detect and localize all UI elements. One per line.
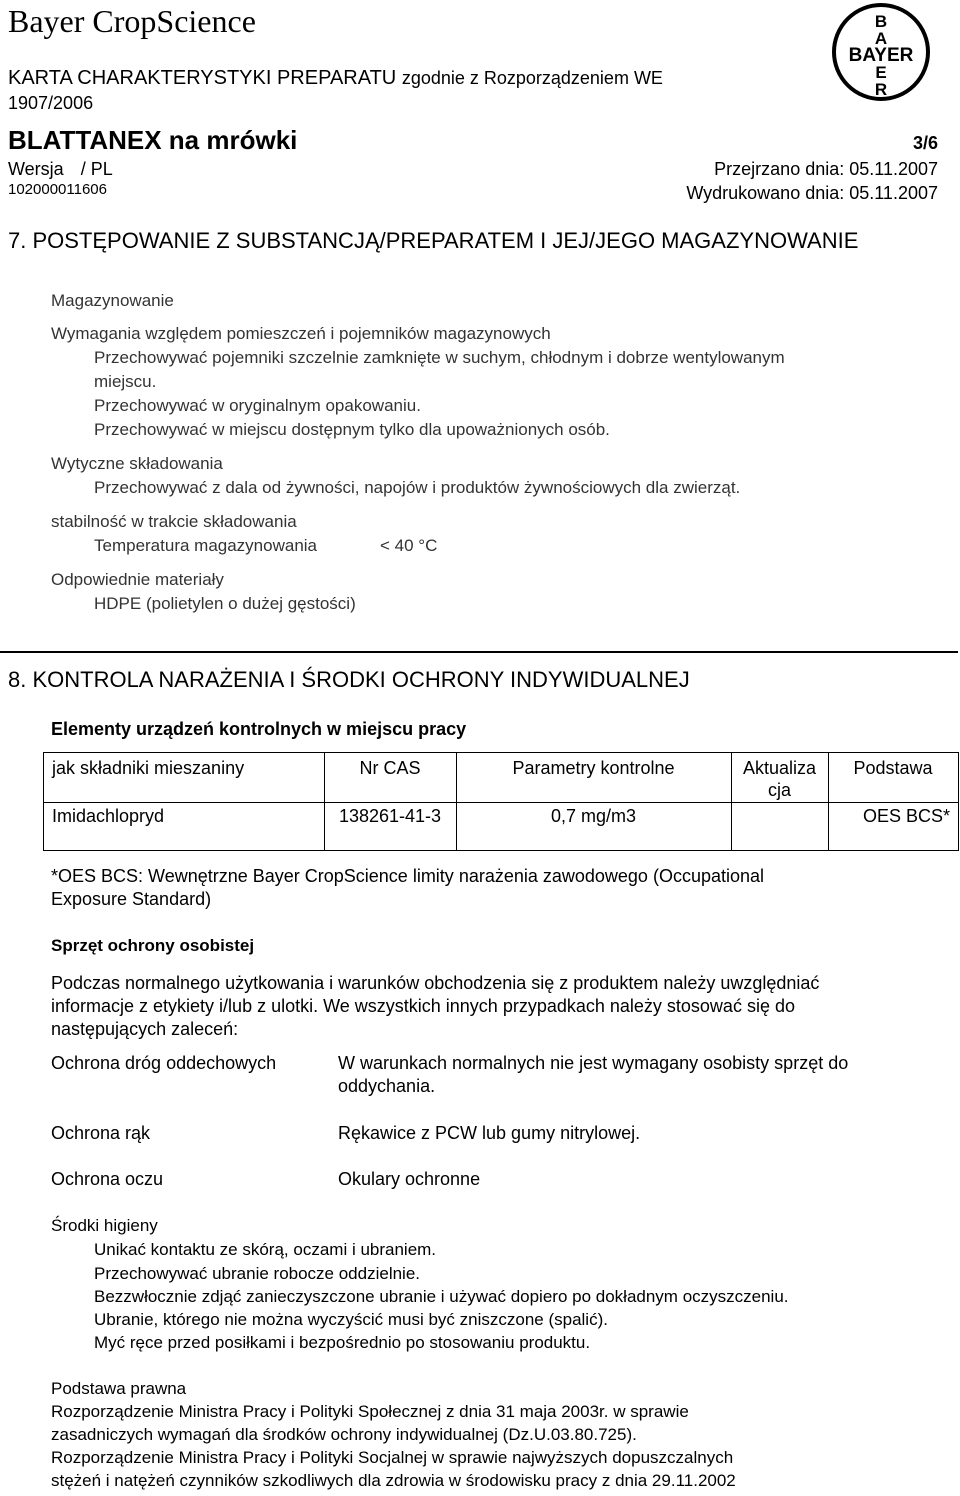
storage-guidelines-text: Przechowywać z dala od żywności, napojów i produktów żywnościowych dla zwierząt. (94, 478, 741, 497)
storage-title: Magazynowanie (51, 291, 174, 310)
legal-basis-line: Rozporządzenie Ministra Pracy i Polityki Społecznej z dnia 31 maja 2003r. w sprawie (51, 1402, 689, 1421)
logo-word-bayer: BAYER (848, 45, 914, 66)
document-title-main: KARTA CHARAKTERYSTYKI PREPARATU (8, 67, 397, 89)
materials-label: Odpowiednie materiały (51, 570, 224, 589)
legal-basis-line: zasadniczych wymagań dla środków ochrony indywidualnej (Dz.U.03.80.725). (51, 1425, 637, 1444)
hygiene-item: Unikać kontaktu ze skórą, oczami i ubraniem. (94, 1240, 437, 1259)
table-header-basis: Podstawa (853, 758, 933, 778)
document-code: 102000011606 (8, 181, 107, 198)
logo-letter-r: R (874, 80, 888, 99)
legal-basis-label: Podstawa prawna (51, 1379, 187, 1398)
table-cell-basis: OES BCS* (862, 806, 950, 826)
storage-requirement-line: Przechowywać w oryginalnym opakowaniu. (94, 396, 421, 415)
footnote-line: Exposure Standard) (51, 889, 212, 909)
storage-stability-label: stabilność w trakcie składowania (51, 512, 297, 531)
logo-letter-b: B (874, 12, 888, 31)
table-header-cas: Nr CAS (359, 758, 421, 778)
legal-basis-line: Rozporządzenie Ministra Pracy i Polityki Socjalnej w sprawie najwyższych dopuszczalnych (51, 1448, 734, 1467)
respiratory-protection-label: Ochrona dróg oddechowych (51, 1053, 277, 1073)
printed-date: Wydrukowano dnia: 05.11.2007 (686, 183, 938, 203)
storage-guidelines-label: Wytyczne składowania (51, 454, 223, 473)
bayer-logo (831, 2, 931, 102)
document-title-year: 1907/2006 (8, 93, 94, 113)
table-header-control-parameters: Parametry kontrolne (512, 758, 675, 778)
table-cell-cas: 138261-41-3 (338, 806, 442, 826)
storage-requirement-line: miejscu. (94, 372, 157, 391)
company-name: Bayer CropScience (8, 3, 256, 39)
hygiene-item: Ubranie, którego nie można wyczyścić musi być zniszczone (spalić). (94, 1310, 608, 1329)
ppe-intro-line: Podczas normalnego użytkowania i warunków obchodzenia się z produktem należy uwzględniać (51, 973, 820, 993)
table-border-top (43, 752, 959, 753)
table-border-left (43, 752, 44, 851)
hygiene-item: Przechowywać ubranie robocze oddzielnie. (94, 1264, 421, 1283)
storage-temperature-value: < 40 °C (380, 536, 438, 555)
version-text: Wersja (8, 159, 64, 179)
document-title-suffix: zgodnie z Rozporządzeniem WE (401, 68, 663, 88)
version-locale: / PL (80, 159, 113, 179)
ppe-intro-line: informacje z etykiety i/lub z ulotki. We wszystkich innych przypadkach należy stosować się do (51, 996, 795, 1016)
storage-temperature-label: Temperatura magazynowania (94, 536, 318, 555)
version-label (8, 158, 113, 180)
table-header-update-cont: cja (767, 780, 791, 800)
materials-text: HDPE (polietylen o dużej gęstości) (94, 594, 356, 613)
table-header-update: Aktualiza (742, 758, 817, 778)
legal-basis-line: stężeń i natężeń czynników szkodliwych dla zdrowia w środowisku pracy z dnia 29.11.2002 (51, 1471, 736, 1490)
hand-protection-text: Rękawice z PCW lub gumy nitrylowej. (338, 1123, 641, 1143)
product-name: BLATTANEX na mrówki (8, 125, 298, 155)
logo-letter-e: E (875, 63, 887, 82)
table-cell-control-parameters: 0,7 mg/m3 (550, 806, 637, 826)
section-7-heading: 7. POSTĘPOWANIE Z SUBSTANCJĄ/PREPARATEM I JEJ/JEGO MAGAZYNOWANIE (8, 228, 859, 253)
eye-protection-label: Ochrona oczu (51, 1169, 164, 1189)
reviewed-date: Przejrzano dnia: 05.11.2007 (714, 159, 938, 179)
table-border-bottom (43, 850, 959, 851)
storage-requirement-line: Przechowywać w miejscu dostępnym tylko dla upoważnionych osób. (94, 420, 610, 439)
table-border-right (958, 752, 959, 851)
hygiene-item: Myć ręce przed posiłkami i bezpośrednio po stosowaniu produktu. (94, 1333, 591, 1352)
hygiene-item: Bezzwłocznie zdjąć zanieczyszczone ubranie i używać dopiero po dokładnym oczyszczeniu. (94, 1287, 789, 1306)
respiratory-protection-text: W warunkach normalnych nie jest wymagany osobisty sprzęt do (338, 1053, 849, 1073)
respiratory-protection-text: oddychania. (338, 1076, 436, 1096)
section-divider (0, 651, 958, 653)
page-number: 3/6 (912, 133, 938, 153)
table-header-component: jak składniki mieszaniny (52, 758, 245, 778)
footnote-line: *OES BCS: Wewnętrzne Bayer CropScience limity narażenia zawodowego (Occupational (51, 866, 765, 886)
eye-protection-text: Okulary ochronne (338, 1169, 481, 1189)
hygiene-label: Środki higieny (51, 1216, 158, 1235)
logo-letter-a: A (874, 29, 888, 48)
storage-requirement-line: Przechowywać pojemniki szczelnie zamknięte w suchym, chłodnym i dobrze wentylowanym (94, 348, 785, 367)
table-cell-component: Imidachlopryd (52, 806, 165, 826)
hand-protection-label: Ochrona rąk (51, 1123, 151, 1143)
section-8-heading: 8. KONTROLA NARAŻENIA I ŚRODKI OCHRONY INDYWIDUALNEJ (8, 667, 690, 692)
control-elements-title: Elementy urządzeń kontrolnych w miejscu pracy (51, 719, 467, 739)
document-title (8, 66, 663, 90)
ppe-title: Sprzęt ochrony osobistej (51, 936, 255, 955)
storage-requirements-label: Wymagania względem pomieszczeń i pojemników magazynowych (51, 324, 551, 343)
table-row-separator (43, 802, 959, 803)
ppe-intro-line: następujących zaleceń: (51, 1019, 239, 1039)
exposure-table (43, 752, 959, 851)
